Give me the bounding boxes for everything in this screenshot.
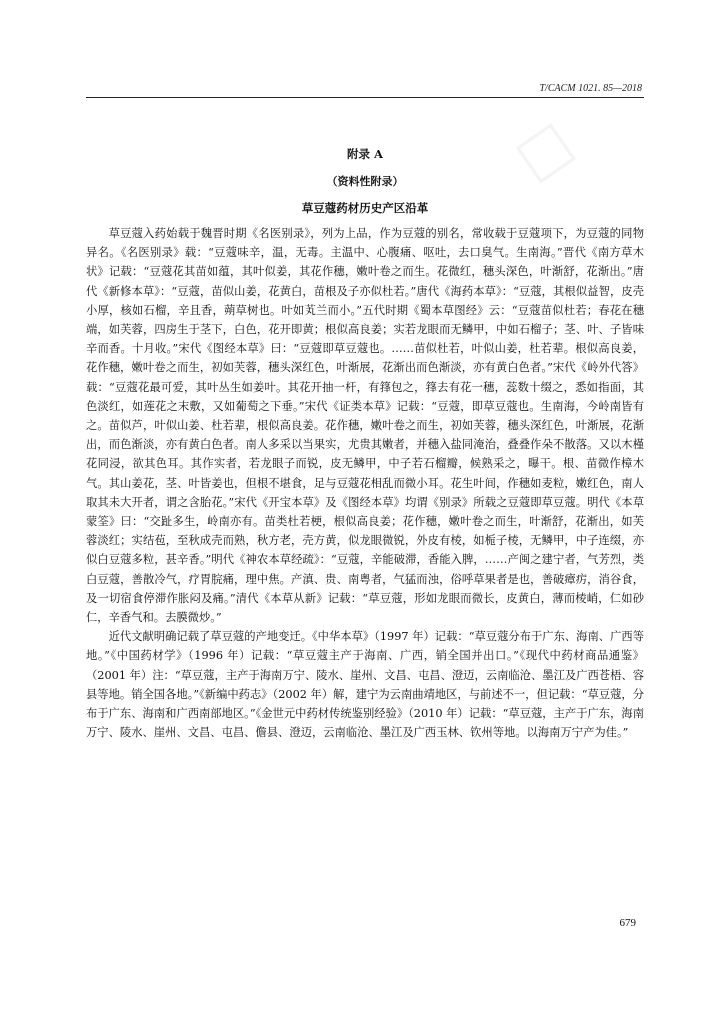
standard-code-header: T/CACM 1021. 85—2018	[539, 83, 642, 94]
appendix-nature: （资料性附录）	[326, 175, 404, 188]
paragraph-modern: 近代文献明确记载了草豆蔻的产地变迁。《中华本草》（1997 年）记载：“草豆蔻分布于广东、海南、广西等地。”《中国药材学》（1996 年）记载：“草豆蔻主产于海南、广西，销全国并出口。”《现代中药材商品通鉴》（2001 年）注：“草豆蔻，主产于海南万宁、陵水、崖州、文昌、屯昌、澄迈，云南临沧、墨江及广西苍梧、容县等地。销全国各地。”《新编中药志》（2002 年）解，建宁为云南曲靖地区，与前述不一，但记载：“草豆蔻，分布于广东、海南和广西南部地区。”《金世元中药材传统鉴别经验》（2010 年）记载：“草豆蔻，主产于广东，海南万宁、陵水、崖州、文昌、屯昌、儋县、澄迈，云南临沧、墨江及广西玉林、钦州等地。以海南万宁产为佳。”	[86, 630, 644, 740]
header-rule	[86, 97, 644, 98]
page-number: 679	[619, 917, 636, 929]
paragraph-history: 草豆蔻入药始载于魏晋时期《名医别录》，列为上品，作为豆蔻的别名，常收载于豆蔻项下，为豆蔻的同物异名。《名医别录》载：“豆蔻味辛，温，无毒。主温中、心腹痛、呕吐，去口臭气。生南海。”晋代《南方草木状》记载：“豆蔻花其苗如蕴，其叶似姜，其花作穗，嫩叶卷之而生。花微红，穗头深色，叶渐舒，花渐出。”唐代《新修本草》：“豆蔻，苗似山姜，花黄白，苗根及子亦似杜若。”唐代《海药本草》：“豆蔻，其根似益智，皮壳小厚，核如石榴，辛且香，蒴草树也。叶如芄兰而小。”五代时期《蜀本草图经》云：“豆蔻苗似杜若；春花在穗端，如芙蓉，四房生于茎下，白色，花开即黄；根似高良姜；实若龙眼而无鳞甲，中如石榴子；茎、叶、子皆味辛而香。十月收。”宋代《图经本草》曰：“豆蔻即草豆蔻也。……苗似杜若，叶似山姜，杜若辈。根似高良姜，花作穗，嫩叶卷之而生，初如芙蓉，穗头深红色，叶渐展，花渐出而色渐淡，亦有黄白色者。”宋代《岭外代答》载：“豆蔻花最可爱，其叶丛生如姜叶。其花开抽一杆，有箨包之，箨去有花一穗，蕊数十缀之，悉如指面，其色淡红，如莲花之末敷，又如葡萄之下垂。”宋代《证类本草》记载：“豆蔻，即草豆蔻也。生南海，今岭南皆有之。苗似芦，叶似山姜、杜若辈，根似高良姜。花作穗，嫩叶卷之而生，初如芙蓉，穗头深红色，叶渐展，花渐出，而色渐淡，亦有黄白色者。南人多采以当果实，尤贵其嫩者，并穗入盐同淹治，叠叠作朵不散落。又以木槿花同浸，欲其色耳。其作实者，若龙眼子而锐，皮无鳞甲，中子若石榴瓣，候熟采之，曝干。根、苗微作樟木气。其山姜花，茎、叶皆姜也，但根不堪食，足与豆蔻花相乱而微小耳。花生叶间，作穗如麦粒，嫩红色，南人取其未大开者，谓之含胎花。”宋代《开宝本草》及《图经本草》均谓《别录》所载之豆蔻即草豆蔻。明代《本草蒙筌》曰：“交趾多生，岭南亦有。苗类杜若梗，根似高良姜；花作穗，嫩叶卷之而生，叶渐舒，花渐出，如芙蓉淡红；实结苞，至秋成壳而熟，秋方老，壳方黄，似龙眼微锐，外皮有棱，如栀子棱，无鳞甲，中子连缀，亦似白豆蔻多粒，甚辛香。”明代《神农本草经疏》：“豆蔻，辛能破滞，香能入脾，……产闽之建宁者，气芳烈，类白豆蔻，善散冷气，疗胃脘痛，理中焦。产滇、贵、南粤者，气猛而浊，俗呼草果者是也，善破瘴疠，消谷食，及一切宿食停滞作胀闷及痛。”清代《本草从新》记载：“草豆蔻，形如龙眼而微长，皮黄白，薄而棱峭，仁如砂仁，辛香气和。去膜微炒。”	[86, 227, 644, 625]
document-body	[86, 224, 644, 742]
appendix-label: 附录 A	[347, 147, 383, 161]
appendix-title: 草豆蔻药材历史产区沿革	[301, 201, 429, 215]
appendix-title-block	[86, 146, 644, 216]
